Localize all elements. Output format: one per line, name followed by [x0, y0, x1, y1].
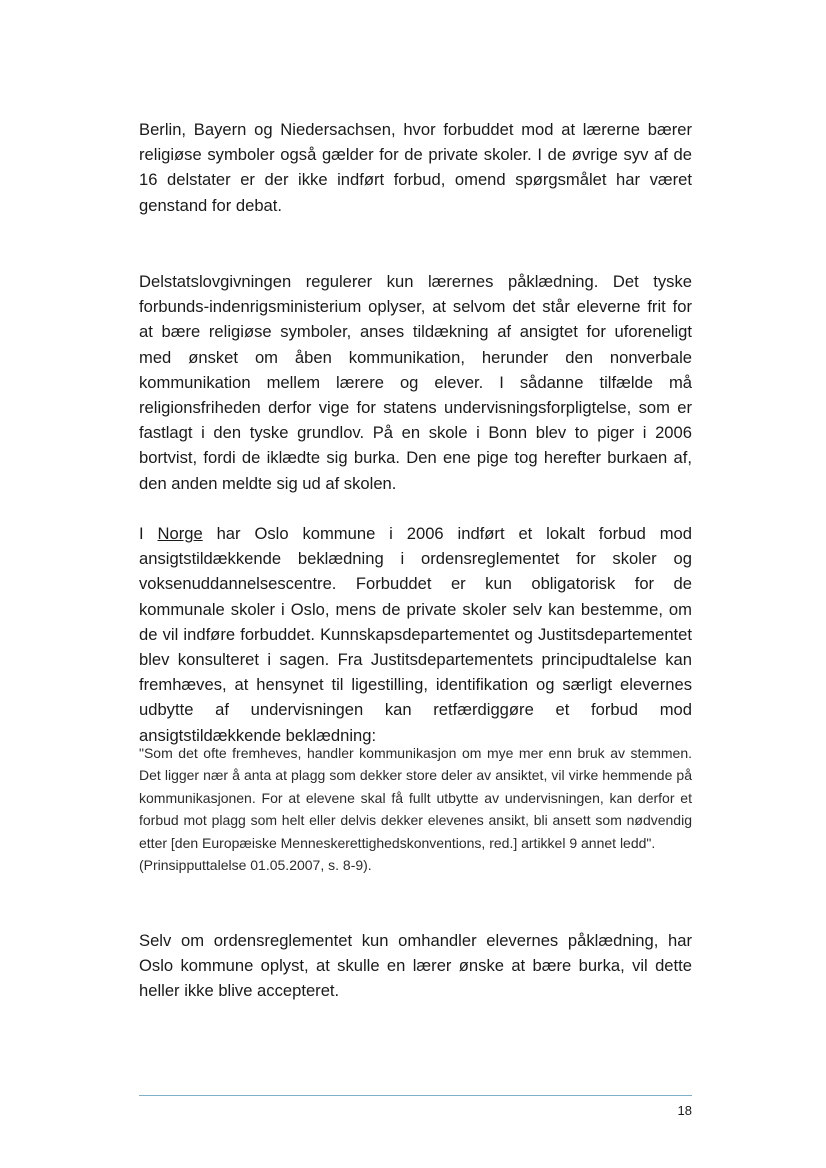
paragraph-norway — [139, 521, 692, 748]
norge-link[interactable]: Norge — [157, 524, 203, 543]
paragraph-norway-prefix: I — [139, 524, 158, 543]
footer-divider — [139, 1095, 692, 1096]
paragraph-germany-federal: Delstatslovgivningen regulerer kun lærernes påklædning. Det tyske forbunds-indenrigsministerium oplyser, at selvom det står eleverne frit for at bære religiøse symboler, anses tildækning af ansigtet for uforeneligt med ønsket om åben kommunikation, herunder den nonverbale kommunikation mellem lærere og elever. I sådanne tilfælde må religionsfriheden derfor vige for statens undervisningsforpligtelse, som er fastlagt i den tyske grundlov. På en skole i Bonn blev to piger i 2006 bortvist, fordi de iklædte sig burka. Den ene pige tog herefter burkaen af, den anden meldte sig ud af skolen. — [139, 272, 692, 493]
block-quote — [139, 742, 692, 876]
paragraph-germany-states: Berlin, Bayern og Niedersachsen, hvor forbuddet mod at lærerne bærer religiøse symboler også gælder for de private skoler. I de øvrige syv af de 16 delstater er der ikke indført forbud, omend spørgsmålet har været genstand for debat. — [139, 120, 692, 215]
paragraph-norway-text: har Oslo kommune i 2006 indført et lokalt forbud mod ansigtstildækkende beklædning i ordensreglementet for skoler og voksenuddannelsescentre. Forbuddet er kun obligatorisk for de kommunale skoler i Oslo, mens de private skoler selv kan bestemme, om de vil indføre forbuddet. Kunnskapsdepartementet og Justitsdepartementet blev konsulteret i sagen. Fra Justitsdepartementets principudtalelse kan fremhæves, at hensynet til ligestilling, identifikation og særligt elevernes udbytte af undervisningen kan retfærdiggøre et forbud mod ansigtstildækkende beklædning: — [139, 524, 692, 745]
quote-source: (Prinsipputtalelse 01.05.2007, s. 8-9). — [139, 857, 372, 874]
quote-text: "Som det ofte fremheves, handler kommunikasjon om mye mer enn bruk av stemmen. Det ligger nær å anta at plagg som dekker store deler av ansiktet, vil virke hemmende på kommunikasjonen. For at elevene skal få fullt utbytte av undervisningen, kan derfor et forbud mot plagg som helt eller delvis dekker elevenes ansikt, bli ansett som nødvendig etter [den Europæiske Menneskerettighedskonventions, red.] artikkel 9 annet ledd". — [139, 745, 692, 851]
paragraph-oslo-teachers: Selv om ordensreglementet kun omhandler elevernes påklædning, har Oslo kommune oplyst, at skulle en lærer ønske at bære burka, vil dette heller ikke blive accepteret. — [139, 931, 692, 1001]
page-number: 18 — [677, 1103, 692, 1118]
